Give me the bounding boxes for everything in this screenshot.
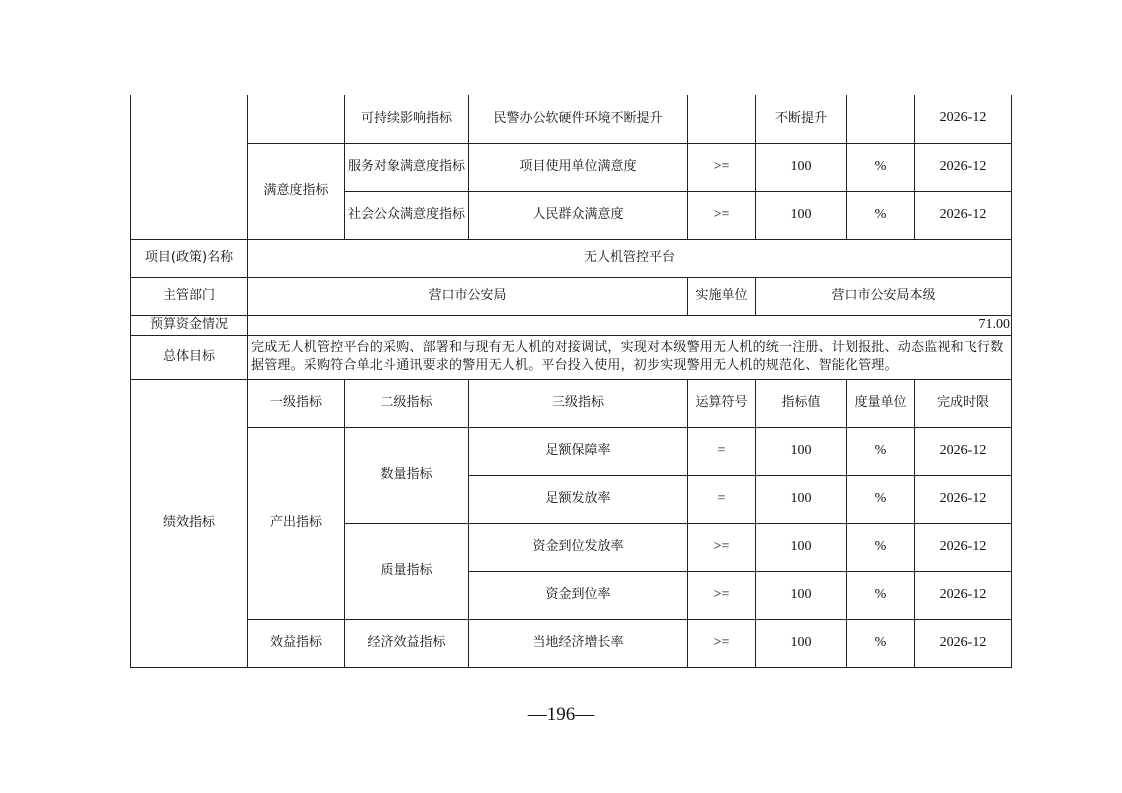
level2-cell: 服务对象满意度指标 bbox=[345, 143, 469, 191]
continued-level1-cell bbox=[248, 95, 345, 143]
page-number: —196— bbox=[527, 704, 595, 725]
level2-cell: 可持续影响指标 bbox=[345, 95, 469, 143]
overall-goal-text: 完成无人机管控平台的采购、部署和与现有无人机的对接调试，实现对本级警用无人机的统一注册、计划报批、动态监视和飞行数据管理。采购符合单北斗通讯要求的警用无人机。平台投入使用，初步实现警用无人机的规范化、智能化管理。 bbox=[248, 335, 1012, 379]
table-row bbox=[131, 619, 1012, 667]
unit-cell: % bbox=[847, 475, 915, 523]
unit-cell: % bbox=[847, 571, 915, 619]
department-value: 营口市公安局 bbox=[248, 277, 688, 315]
table-row bbox=[131, 427, 1012, 475]
operator-cell: >= bbox=[688, 191, 756, 239]
indicator-header-row bbox=[131, 379, 1012, 427]
quantity-indicator-label: 数量指标 bbox=[345, 427, 469, 523]
operator-cell: = bbox=[688, 427, 756, 475]
unit-cell: % bbox=[847, 619, 915, 667]
department-label: 主管部门 bbox=[131, 277, 248, 315]
unit-cell bbox=[847, 95, 915, 143]
deadline-cell: 2026-12 bbox=[915, 143, 1012, 191]
deadline-cell: 2026-12 bbox=[915, 191, 1012, 239]
implementing-unit-value: 营口市公安局本级 bbox=[756, 277, 1012, 315]
deadline-cell: 2026-12 bbox=[915, 95, 1012, 143]
value-cell: 100 bbox=[756, 619, 847, 667]
header-level1: 一级指标 bbox=[248, 379, 345, 427]
project-name-value: 无人机管控平台 bbox=[248, 239, 1012, 277]
operator-cell bbox=[688, 95, 756, 143]
output-indicator-label: 产出指标 bbox=[248, 427, 345, 619]
level3-cell: 资金到位率 bbox=[469, 571, 688, 619]
header-level2: 二级指标 bbox=[345, 379, 469, 427]
budget-row bbox=[131, 315, 1012, 335]
operator-cell: >= bbox=[688, 143, 756, 191]
performance-indicator-label: 绩效指标 bbox=[131, 379, 248, 667]
operator-cell: >= bbox=[688, 571, 756, 619]
level3-cell: 项目使用单位满意度 bbox=[469, 143, 688, 191]
level3-cell: 足额保障率 bbox=[469, 427, 688, 475]
operator-cell: >= bbox=[688, 619, 756, 667]
unit-cell: % bbox=[847, 427, 915, 475]
header-deadline: 完成时限 bbox=[915, 379, 1012, 427]
value-cell: 100 bbox=[756, 427, 847, 475]
level3-cell: 足额发放率 bbox=[469, 475, 688, 523]
value-cell: 100 bbox=[756, 143, 847, 191]
unit-cell: % bbox=[847, 191, 915, 239]
operator-cell: = bbox=[688, 475, 756, 523]
header-unit: 度量单位 bbox=[847, 379, 915, 427]
deadline-cell: 2026-12 bbox=[915, 571, 1012, 619]
level3-cell: 当地经济增长率 bbox=[469, 619, 688, 667]
project-name-row bbox=[131, 239, 1012, 277]
unit-cell: % bbox=[847, 143, 915, 191]
budget-label: 预算资金情况 bbox=[131, 315, 248, 335]
operator-cell: >= bbox=[688, 523, 756, 571]
value-cell: 不断提升 bbox=[756, 95, 847, 143]
level3-cell: 人民群众满意度 bbox=[469, 191, 688, 239]
header-operator: 运算符号 bbox=[688, 379, 756, 427]
deadline-cell: 2026-12 bbox=[915, 475, 1012, 523]
level3-cell: 资金到位发放率 bbox=[469, 523, 688, 571]
value-cell: 100 bbox=[756, 191, 847, 239]
level1-cell: 满意度指标 bbox=[248, 143, 345, 239]
unit-cell: % bbox=[847, 523, 915, 571]
deadline-cell: 2026-12 bbox=[915, 619, 1012, 667]
level3-cell: 民警办公软硬件环境不断提升 bbox=[469, 95, 688, 143]
header-level3: 三级指标 bbox=[469, 379, 688, 427]
continued-label-cell bbox=[131, 95, 248, 239]
benefit-indicator-label: 效益指标 bbox=[248, 619, 345, 667]
economic-benefit-label: 经济效益指标 bbox=[345, 619, 469, 667]
project-name-label: 项目(政策)名称 bbox=[131, 239, 248, 277]
deadline-cell: 2026-12 bbox=[915, 523, 1012, 571]
performance-goal-table bbox=[130, 95, 1012, 668]
overall-goal-label: 总体目标 bbox=[131, 335, 248, 379]
budget-value: 71.00 bbox=[248, 315, 1012, 335]
table-row bbox=[131, 143, 1012, 191]
value-cell: 100 bbox=[756, 571, 847, 619]
overall-goal-row bbox=[131, 335, 1012, 379]
value-cell: 100 bbox=[756, 523, 847, 571]
deadline-cell: 2026-12 bbox=[915, 427, 1012, 475]
department-row bbox=[131, 277, 1012, 315]
header-value: 指标值 bbox=[756, 379, 847, 427]
implementing-unit-label: 实施单位 bbox=[688, 277, 756, 315]
value-cell: 100 bbox=[756, 475, 847, 523]
table-row bbox=[131, 95, 1012, 143]
quality-indicator-label: 质量指标 bbox=[345, 523, 469, 619]
level2-cell: 社会公众满意度指标 bbox=[345, 191, 469, 239]
